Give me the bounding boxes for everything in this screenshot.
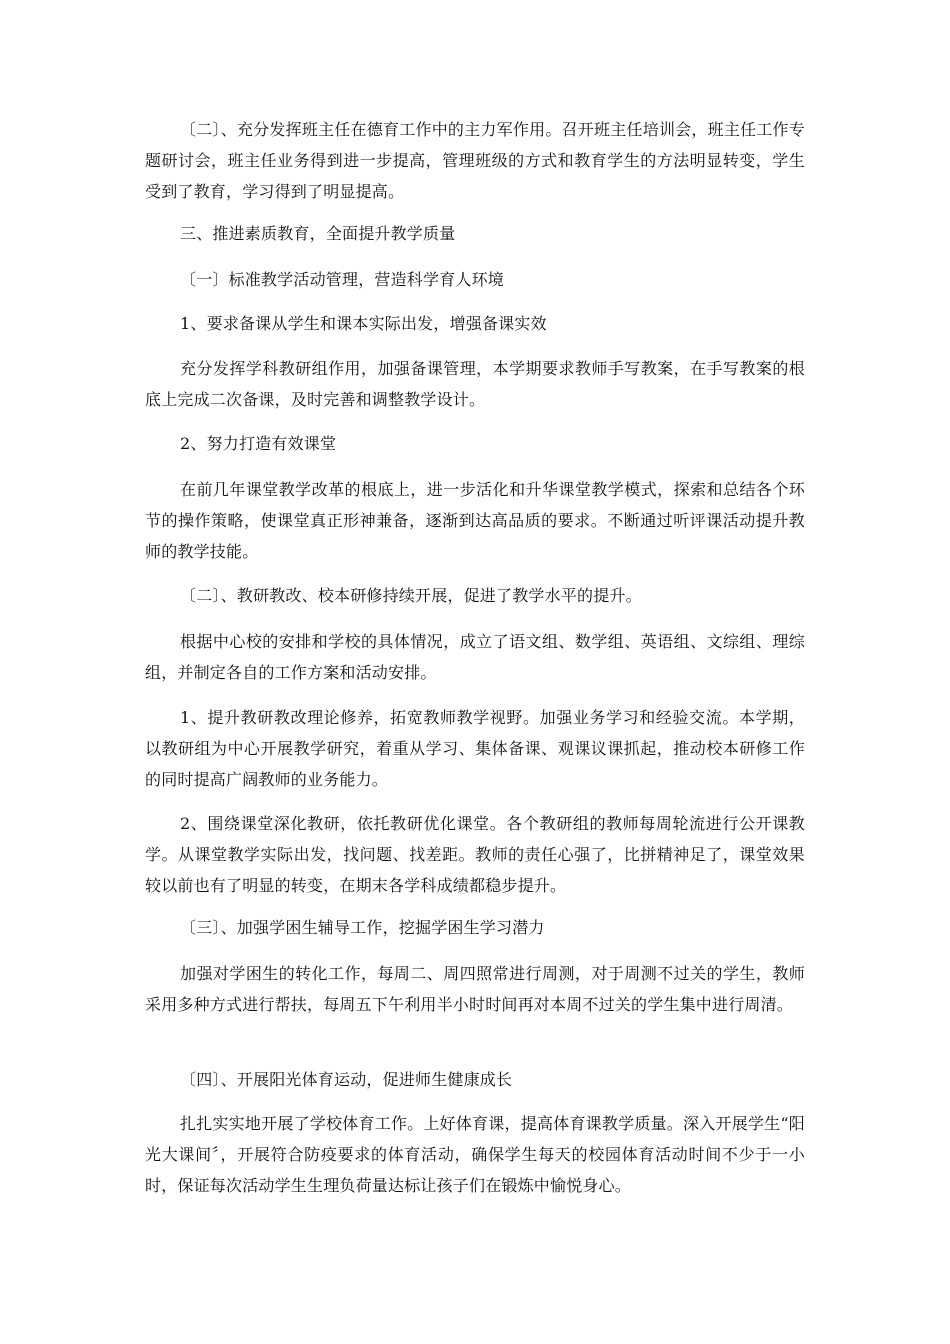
- paragraph-lesson-preparation: 充分发挥学科教研组作用，加强备课管理，本学期要求教师手写教案，在手写教案的根底上完成二次备课，及时完善和调整教学设计。: [145, 359, 805, 409]
- heading-teaching-management: 〔一〕标准教学活动管理，营造科学育人环境: [180, 270, 505, 289]
- heading-quality-education: 三、推进素质教育，全面提升教学质量: [180, 224, 456, 243]
- paragraph-struggling-students: 加强对学困生的转化工作，每周二、周四照常进行周测，对于周测不过关的学生，教师采用多种方式进行帮扶，每周五下午利用半小时时间再对本周不过关的学生集中进行周清。: [145, 964, 805, 1014]
- paragraph-classroom-research: 2、围绕课堂深化教研，依托教研优化课堂。各个教研组的教师每周轮流进行公开课教学。从课堂教学实际出发，找问题、找差距。教师的责任心强了，比拼精神足了，课堂效果较以前也有了明显的转变，在期末各学科成绩都稳步提升。: [145, 814, 805, 895]
- paragraph-research-groups: 根据中心校的安排和学校的具体情况，成立了语文组、数学组、英语组、文综组、理综组，并制定各自的工作方案和活动安排。: [145, 632, 805, 682]
- heading-struggling-students: 〔三〕、加强学困生辅导工作，挖掘学困生学习潜力: [180, 918, 545, 937]
- paragraph-class-teacher-role: 〔二〕、充分发挥班主任在德育工作中的主力军作用。召开班主任培训会，班主任工作专题研讨会，班主任业务得到进一步提高，管理班级的方式和教育学生的方法明显转变，学生受到了教育，学习得到了明显提高。: [145, 120, 805, 201]
- heading-lesson-preparation: 1、要求备课从学生和课本实际出发，增强备课实效: [180, 314, 547, 333]
- paragraph-sunshine-sports: 扎扎实实地开展了学校体育工作。上好体育课，提高体育课教学质量。深入开展学生“阳光大课间〞，开展符合防疫要求的体育活动，确保学生每天的校园体育活动时间不少于一小时，保证每次活动学生生理负荷量达标让孩子们在锻炼中愉悦身心。: [145, 1114, 805, 1195]
- paragraph-classroom-reform: 在前几年课堂教学改革的根底上，进一步活化和升华课堂教学模式，探索和总结各个环节的操作策略，使课堂真正形神兼备，逐渐到达高品质的要求。不断通过听评课活动提升教师的教学技能。: [145, 480, 805, 561]
- heading-sunshine-sports: 〔四〕、开展阳光体育运动，促进师生健康成长: [180, 1070, 513, 1089]
- heading-effective-classroom: 2、努力打造有效课堂: [180, 434, 337, 453]
- paragraph-research-theory: 1、提升教研教改理论修养，拓宽教师教学视野。加强业务学习和经验交流。本学期，以教研组为中心开展教学研究，着重从学习、集体备课、观课议课抓起，推动校本研修工作的同时提高广阔教师的业务能力。: [145, 708, 805, 789]
- heading-teaching-research: 〔二〕、教研教改、校本研修持续开展，促进了教学水平的提升。: [180, 586, 642, 605]
